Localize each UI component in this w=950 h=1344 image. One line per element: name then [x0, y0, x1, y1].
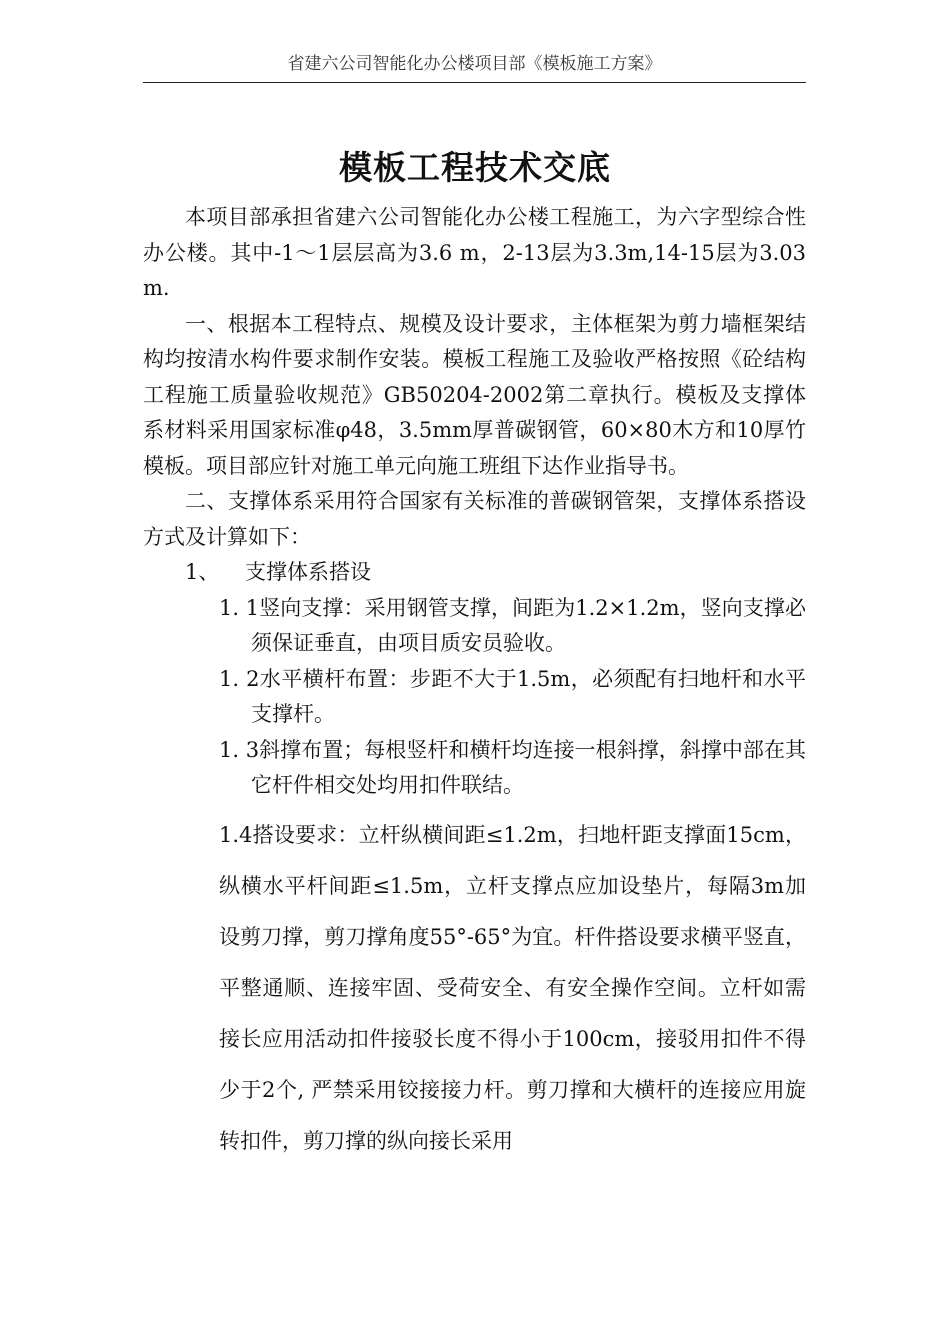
item-diagonal-brace: 1. 3斜撑布置；每根竖杆和横杆均连接一根斜撑，斜撑中部在其它杆件相交处均用扣件联结。	[219, 737, 806, 797]
document-title: 模板工程技术交底	[339, 148, 611, 187]
intro-paragraph: 本项目部承担省建六公司智能化办公楼工程施工，为六字型综合性办公楼。其中-1～1层层高为3.6 m，2-13层为3.3m,14-15层为3.03m.	[143, 205, 806, 300]
item-vertical-support: 1. 1竖向支撑：采用钢管支撑，间距为1.2×1.2m，竖向支撑必须保证垂直，由项目质安员验收。	[219, 595, 806, 655]
header-text: 省建六公司智能化办公楼项目部《模板施工方案》	[287, 54, 662, 74]
subsection-number: 1、	[185, 560, 220, 584]
item-erection-requirements: 1.4搭设要求：立杆纵横间距≤1.2m，扫地杆距支撑面15cm，纵横水平杆间距≤1.5m，立杆支撑点应加设垫片，每隔3m加设剪刀撑，剪刀撑角度55°-65°为宜。杆件搭设要求横平竖直，平整通顺、连接牢固、受荷安全、有安全操作空间。立杆如需接长应用活动扣件接驳长度不得小于100cm，接驳用扣件不得少于2个, 严禁采用铰接接力杆。剪刀撑和大横杆的连接应用旋转扣件，剪刀撑的纵向接长采用	[219, 822, 806, 1153]
section-one-paragraph: 一、根据本工程特点、规模及设计要求，主体框架为剪力墙框架结构均按清水构件要求制作安装。模板工程施工及验收严格按照《砼结构工程施工质量验收规范》GB50204-2002第二章执行。模板及支撑体系材料采用国家标准φ48，3.5mm厚普碳钢管，60×80木方和10厚竹模板。项目部应针对施工单元向施工班组下达作业指导书。	[143, 311, 806, 478]
item-horizontal-bar: 1. 2水平横杆布置：步距不大于1.5m，必须配有扫地杆和水平支撑杆。	[219, 666, 806, 726]
section-two-paragraph: 二、支撑体系采用符合国家有关标准的普碳钢管架，支撑体系搭设方式及计算如下：	[143, 489, 806, 549]
document-body	[143, 200, 806, 1167]
subsection-heading	[143, 555, 806, 591]
subsection-label: 支撑体系搭设	[245, 560, 371, 584]
page-header	[143, 52, 806, 83]
